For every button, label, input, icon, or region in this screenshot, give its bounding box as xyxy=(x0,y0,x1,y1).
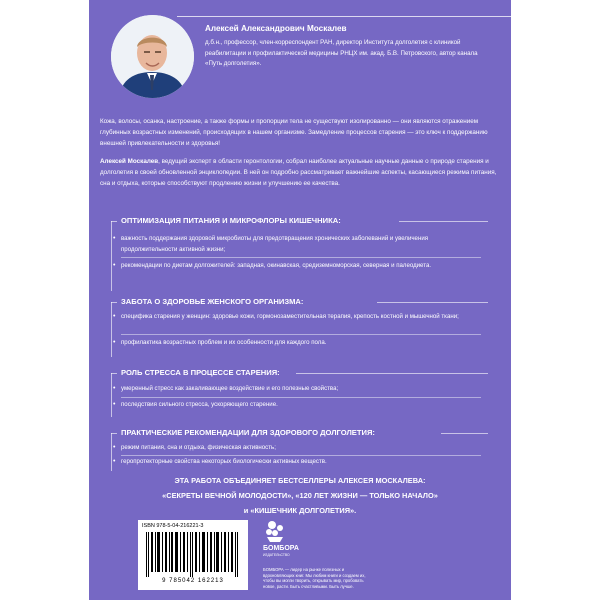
barcode-digits: 9 785042 162213 xyxy=(162,578,224,584)
isbn-text: ISBN 978-5-04-216221-3 xyxy=(142,523,204,529)
bombora-logo xyxy=(263,519,307,557)
section-bullet xyxy=(113,443,481,454)
section-bullet xyxy=(113,261,481,272)
author-short-name: Алексей Москалев xyxy=(100,158,159,165)
section-bullet xyxy=(113,338,481,349)
bullet-icon: • xyxy=(113,339,116,346)
section-women-health xyxy=(111,297,488,357)
section-bullet xyxy=(113,384,481,395)
section-title: ЗАБОТА О ЗДОРОВЬЕ ЖЕНСКОГО ОРГАНИЗМА: xyxy=(121,297,304,306)
bullet-icon: • xyxy=(113,444,116,451)
logo-subtext: ИЗДАТЕЛЬСТВО xyxy=(263,553,290,557)
bullet-text: геропротекторные свойства некоторых биологически активных веществ. xyxy=(121,458,327,465)
logo-text: БОМБОРА xyxy=(263,545,299,552)
bullet-icon: • xyxy=(113,313,116,320)
bullet-text: специфика старения у женщин: здоровье кожи, гормонозаместительная терапия, крепость костной и мышечной ткани; xyxy=(121,313,459,320)
section-bracket-left xyxy=(111,302,112,357)
section-bracket-left xyxy=(111,433,112,471)
bullet-text: рекомендации по диетам долгожителей: западная, окинавская, средиземноморская, северная и палеодиета. xyxy=(121,262,432,269)
closing-statement xyxy=(89,473,511,518)
barcode-panel xyxy=(138,520,248,590)
section-title: ОПТИМИЗАЦИЯ ПИТАНИЯ И МИКРОФЛОРЫ КИШЕЧНИКА: xyxy=(121,216,341,225)
section-rule-right xyxy=(296,373,488,374)
section-bullet xyxy=(113,234,481,255)
bullet-text: последствия сильного стресса, ускоряющего старение. xyxy=(121,401,278,408)
bullet-text: умеренный стресс как закаливающее воздействие и его полезные свойства; xyxy=(121,385,339,392)
section-bullet xyxy=(113,457,481,468)
bullet-divider xyxy=(121,257,481,258)
closing-line-1: ЭТА РАБОТА ОБЪЕДИНЯЕТ БЕСТСЕЛЛЕРЫ АЛЕКСЕЯ МОСКАЛЕВА: xyxy=(174,476,426,485)
section-rule-right xyxy=(377,302,488,303)
author-bio: д.б.н., профессор, член-корреспондент РАН, директор Института долголетия с клиникой реабилитации и профилактической медицины РНЦХ им. акад. Б.В. Петровского, автор канала «Путь долголетия». xyxy=(205,39,478,67)
section-bracket-left xyxy=(111,221,112,291)
bullet-text: профилактика возрастных проблем и их особенности для каждого пола. xyxy=(121,339,327,346)
section-rule-right xyxy=(441,433,488,434)
section-nutrition xyxy=(111,216,488,296)
top-rule xyxy=(177,16,511,17)
author-name: Алексей Александрович Москалев xyxy=(205,24,347,33)
bullet-icon: • xyxy=(113,262,116,269)
section-title: ПРАКТИЧЕСКИЕ РЕКОМЕНДАЦИИ ДЛЯ ЗДОРОВОГО ДОЛГОЛЕТИЯ: xyxy=(121,428,375,437)
bullet-icon: • xyxy=(113,235,116,242)
publisher-slogan: БОМБОРА — лидер на рынке полезных и вдохновляющих книг. Мы любим книги и создаем их, чтобы вы могли творить, открывать мир, пробовать новое, расти. Быть счастливыми. Быть лучше. xyxy=(263,567,366,589)
bullet-divider xyxy=(121,397,481,398)
book-back-cover xyxy=(89,0,511,600)
bullet-text: режим питания, сна и отдыха, физическая активность; xyxy=(121,444,276,451)
closing-line-2: «СЕКРЕТЫ ВЕЧНОЙ МОЛОДОСТИ», «120 ЛЕТ ЖИЗНИ — ТОЛЬКО НАЧАЛО» xyxy=(162,491,438,500)
section-title: РОЛЬ СТРЕССА В ПРОЦЕССЕ СТАРЕНИЯ: xyxy=(121,368,280,377)
bullet-text: важность поддержания здоровой микробиоты для предотвращения хронических заболеваний и увеличения продолжительности активной жизни; xyxy=(121,235,429,253)
barcode-icon xyxy=(144,532,242,577)
author-summary-text: , ведущий эксперт в области геронтологии, собрал наиболее актуальные научные данные о природе старения и долголетия в своей обновленной энциклопедии. В ней он подробно рассматривает важнейшие аспекты, касающиеся режима питания, сна и отдыха, которые способствуют продлению жизни и улучшению ее качества. xyxy=(100,158,497,187)
section-bracket-left xyxy=(111,373,112,417)
section-rule-right xyxy=(399,221,488,222)
bullet-divider xyxy=(121,334,481,335)
bullet-divider xyxy=(121,455,481,456)
bullet-icon: • xyxy=(113,458,116,465)
author-photo xyxy=(111,15,194,98)
closing-line-3: «КИШЕЧНИК ДОЛГОЛЕТИЯ». xyxy=(250,506,357,515)
bullet-icon: • xyxy=(113,401,116,408)
intro-paragraph: Кожа, волосы, осанка, настроение, а также формы и пропорции тела не существуют изолированно — они являются отражением глубинных возрастных изменений, происходящих в нашем организме. Замедление процессов старения — это ключ к поддержанию внешней привлекательности и здоровья! xyxy=(100,118,488,147)
section-stress xyxy=(111,368,488,418)
closing-and: и xyxy=(243,506,249,515)
author-summary-paragraph xyxy=(100,156,500,189)
section-practical xyxy=(111,428,488,470)
section-bullet xyxy=(113,312,481,323)
section-bullet xyxy=(113,400,481,411)
bullet-icon: • xyxy=(113,385,116,392)
